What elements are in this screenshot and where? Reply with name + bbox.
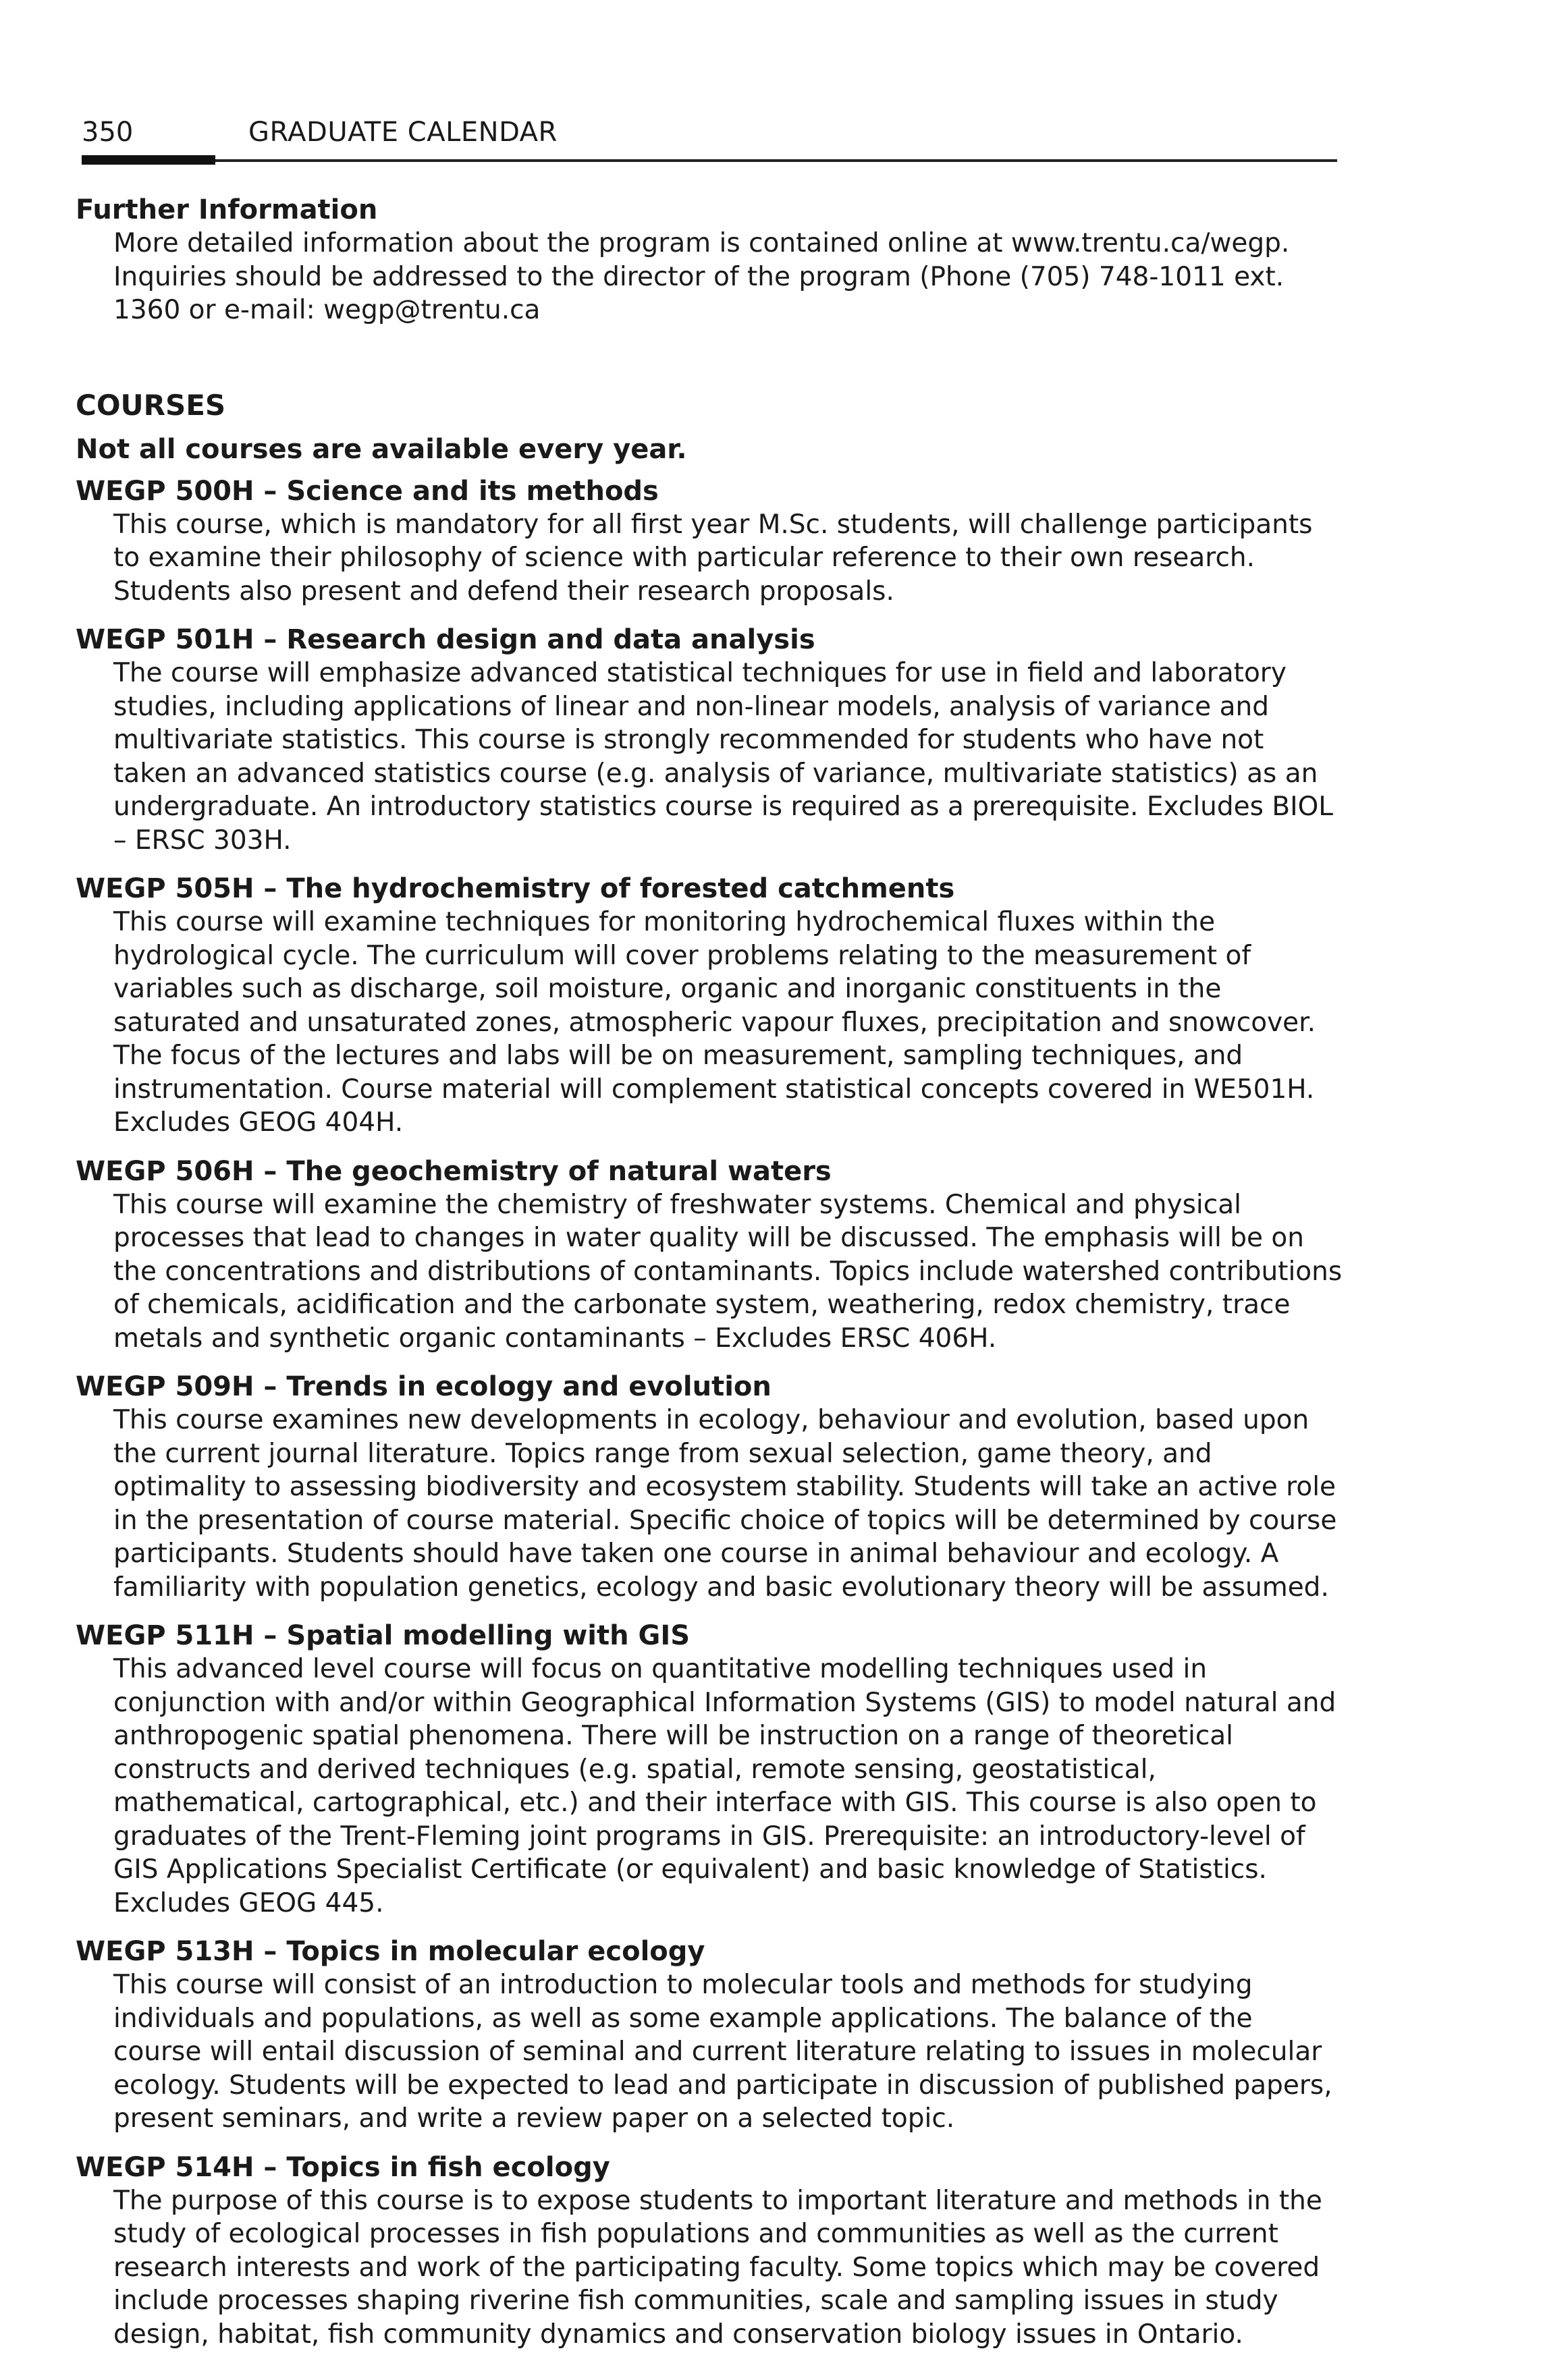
availability-note: Not all courses are available every year. [76,433,687,465]
course-list [76,474,1345,2352]
course-entry [76,623,1345,857]
course-title: WEGP 500H – Science and its methods [76,475,659,507]
further-information-section [76,193,1345,327]
further-information-text: More detailed information about the program is contained online at www.trentu.ca/wegp. Inquiries should be addressed to the director of the program (Phone (705) 748-1011 ext. 1360 or e-mail: wegp@trentu.ca [113,228,1290,325]
course-entry [76,872,1345,1140]
page-header [82,113,1337,174]
course-description: The course will emphasize advanced statistical techniques for use in field and laboratory studies, including applications of linear and non-linear models, analysis of variance and multivariate statistics. This course is strongly recommended for students who have not taken an advanced statistics course (e.g. analysis of variance, multivariate statistics) as an undergraduate. An introductory statistics course is required as a prerequisite. Excludes BIOL – ERSC 303H. [113,658,1334,856]
header-rule [215,159,1337,162]
course-description: This advanced level course will focus on quantitative modelling techniques used in conjunction with and/or within Geographical Information Systems (GIS) to model natural and anthropogenic spatial phenomena. There will be instruction on a range of theoretical constructs and derived techniques (e.g. spatial, remote sensing, geostatistical, mathematical, cartographical, etc.) and their interface with GIS. This course is also open to graduates of the Trent-Fleming joint programs in GIS. Prerequisite: an introductory-level of GIS Applications Specialist Certificate (or equivalent) and basic knowledge of Statistics. Excludes GEOG 445. [113,1654,1336,1918]
course-entry [76,1370,1345,1604]
course-description: This course will examine the chemistry of freshwater systems. Chemical and physical processes that lead to changes in water quality will be discussed. The emphasis will be on the concentrations and distributions of contaminants. Topics include watershed contributions of chemicals, acidification and the carbonate system, weathering, redox chemistry, trace metals and synthetic organic contaminants – Excludes ERSC 406H. [113,1189,1343,1354]
course-title: WEGP 506H – The geochemistry of natural waters [76,1155,832,1187]
course-entry [76,1155,1345,1356]
course-entry [76,474,1345,609]
course-title: WEGP 513H – Topics in molecular ecology [76,1936,705,1967]
course-title: WEGP 514H – Topics in fish ecology [76,2151,610,2183]
course-description: The purpose of this course is to expose students to important literature and methods in the study of ecological processes in fish populations and communities as well as the current research interests and work of the participating faculty. Some topics which may be covered include processes shaping riverine fish communities, scale and sampling issues in study design, habitat, fish community dynamics and conservation biology issues in Ontario. [113,2185,1322,2350]
course-title: WEGP 501H – Research design and data analysis [76,624,815,655]
page-content [76,193,1345,2366]
course-entry [76,1935,1345,2136]
course-description: This course will examine techniques for monitoring hydrochemical fluxes within the hydrological cycle. The curriculum will cover problems relating to the measurement of variables such as discharge, soil moisture, organic and inorganic constituents in the saturated and unsaturated zones, atmospheric vapour fluxes, precipitation and snowcover. The focus of the lectures and labs will be on measurement, sampling techniques, and instrumentation. Course material will complement statistical concepts covered in WE501H. Excludes GEOG 404H. [113,907,1316,1138]
course-entry [76,1619,1345,1920]
course-description: This course, which is mandatory for all first year M.Sc. students, will challenge participants to examine their philosophy of science with particular reference to their own research. Students also present and defend their research proposals. [113,509,1313,607]
course-entry [76,2151,1345,2352]
course-title: WEGP 509H – Trends in ecology and evolution [76,1371,772,1402]
further-information-heading: Further Information [76,194,378,225]
course-title: WEGP 505H – The hydrochemistry of forested catchments [76,873,955,904]
header-rule-thick [82,155,215,165]
running-title: GRADUATE CALENDAR [248,117,558,148]
course-title: WEGP 511H – Spatial modelling with GIS [76,1620,691,1651]
page-number: 350 [82,117,134,148]
course-description: This course examines new developments in ecology, behaviour and evolution, based upon the current journal literature. Topics range from sexual selection, game theory, and optimality to assessing biodiversity and ecosystem stability. Students will take an active role in the presentation of course material. Specific choice of topics will be determined by course participants. Students should have taken one course in animal behaviour and ecology. A familiarity with population genetics, ecology and basic evolutionary theory will be assumed. [113,1405,1337,1603]
courses-heading: COURSES [76,388,226,422]
course-description: This course will consist of an introduction to molecular tools and methods for studying individuals and populations, as well as some example applications. The balance of the course will entail discussion of seminal and current literature relating to issues in molecular ecology. Students will be expected to lead and participate in discussion of published papers, present seminars, and write a review paper on a selected topic. [113,1970,1332,2134]
